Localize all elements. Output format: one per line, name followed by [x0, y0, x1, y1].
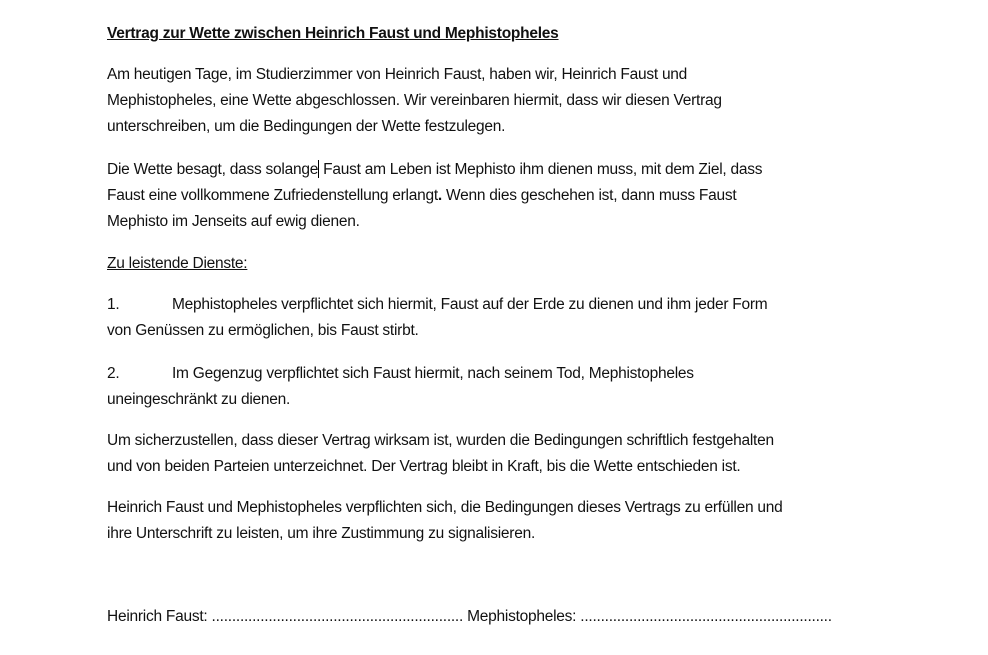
text-segment: Im Gegenzug verpflichtet sich Faust hiermit, nach seinem Tod, Mephistopheles — [172, 365, 694, 382]
document-title: Vertrag zur Wette zwischen Heinrich Faust und Mephistopheles — [107, 25, 559, 42]
text-line: von Genüssen zu ermöglichen, bis Faust stirbt. — [107, 322, 419, 339]
text-line — [107, 364, 694, 384]
list-number: 1. — [107, 296, 120, 313]
text-line — [107, 160, 762, 180]
faust-signature-label: Heinrich Faust: — [107, 608, 212, 625]
services-heading: Zu leistende Dienste: — [107, 255, 248, 272]
text-segment: Wenn dies geschehen ist, dann muss Faust — [441, 187, 737, 204]
signature-line — [107, 607, 832, 627]
text-line: Am heutigen Tage, im Studierzimmer von Heinrich Faust, haben wir, Heinrich Faust und — [107, 66, 688, 83]
text-line: Heinrich Faust und Mephistopheles verpflichten sich, die Bedingungen dieses Vertrags zu erfüllen und — [107, 499, 783, 516]
text-line: Mephistopheles, eine Wette abgeschlossen. Wir vereinbaren hiermit, dass wir diesen Vertrag — [107, 92, 722, 109]
text-line: Mephisto im Jenseits auf ewig dienen. — [107, 213, 360, 230]
text-segment: Die Wette besagt, dass solange — [107, 161, 319, 178]
mephisto-signature-label: Mephistopheles: — [463, 608, 581, 625]
text-line — [107, 186, 736, 206]
text-segment: Mephistopheles verpflichtet sich hiermit, Faust auf der Erde zu dienen und ihm jeder Form — [172, 296, 768, 313]
text-line: ihre Unterschrift zu leisten, um ihre Zustimmung zu signalisieren. — [107, 525, 536, 542]
faust-signature-field: .............................................................. — [211, 608, 464, 625]
mephisto-signature-field: .............................................................. — [580, 608, 832, 625]
text-segment: Faust eine vollkommene Zufriedenstellung erlangt — [107, 187, 438, 204]
text-line: uneingeschränkt zu dienen. — [107, 391, 291, 408]
text-line — [107, 295, 767, 315]
text-line: und von beiden Parteien unterzeichnet. Der Vertrag bleibt in Kraft, bis die Wette entschieden ist. — [107, 458, 741, 475]
bold-period: . — [437, 187, 442, 204]
list-number: 2. — [107, 365, 120, 382]
text-line: unterschreiben, um die Bedingungen der Wette festzulegen. — [107, 118, 506, 135]
text-segment: Faust am Leben ist Mephisto ihm dienen muss, mit dem Ziel, dass — [319, 161, 763, 178]
text-line: Um sicherzustellen, dass dieser Vertrag wirksam ist, wurden die Bedingungen schriftlich festgehalten — [107, 432, 774, 449]
